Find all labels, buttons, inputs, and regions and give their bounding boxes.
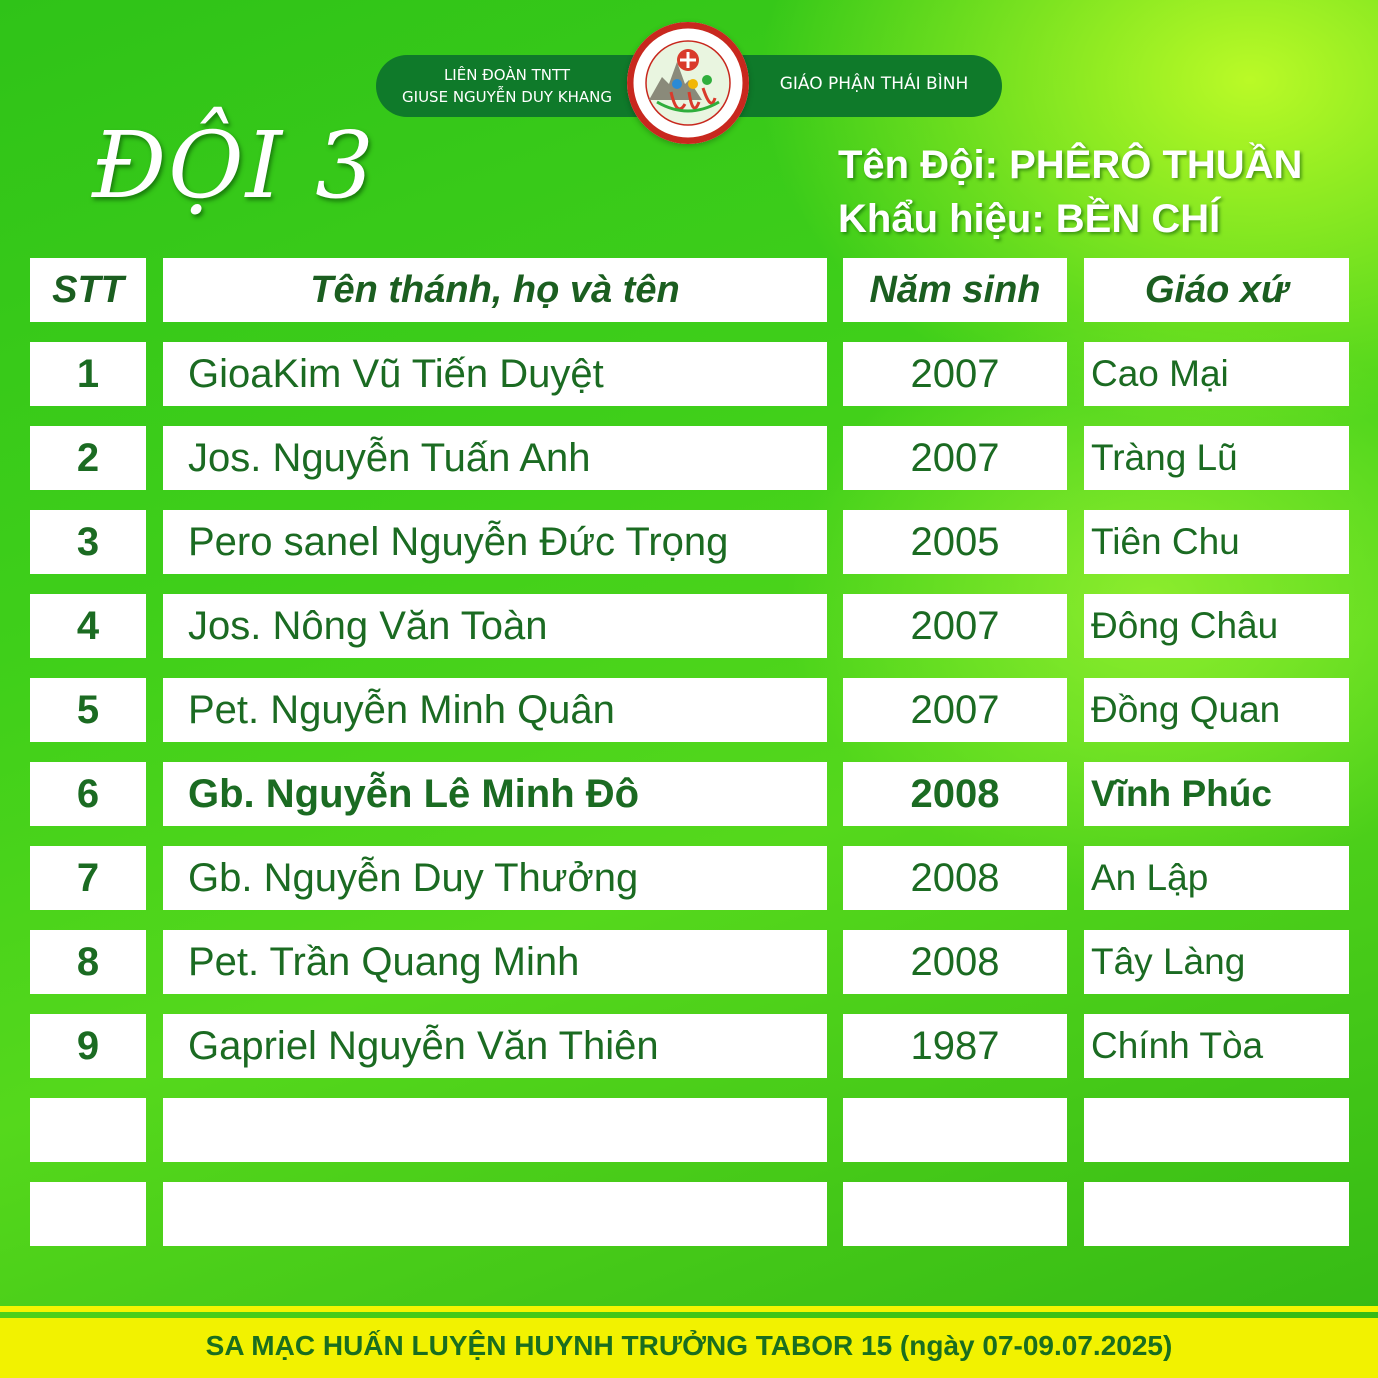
table-cell-row-number [30,1098,146,1162]
table-cell-member-name: Jos. Nguyễn Tuấn Anh [163,426,827,490]
federation-line-2: GIUSE NGUYỄN DUY KHANG [402,88,612,106]
table-cell-row-number: 2 [30,426,146,490]
table-cell-birth-year: 2007 [843,678,1067,742]
table-cell-parish: An Lập [1084,846,1349,910]
table-cell-parish: Đồng Quan [1084,678,1349,742]
table-cell-birth-year [843,1182,1067,1246]
team-name: Tên Đội: PHÊRÔ THUẦN [838,143,1303,187]
table-cell-parish: Đông Châu [1084,594,1349,658]
table-cell-birth-year: 2005 [843,510,1067,574]
table-cell-row-number: 5 [30,678,146,742]
table-cell-birth-year: 2007 [843,342,1067,406]
footer-divider [0,1306,1378,1312]
table-cell-member-name: Gb. Nguyễn Lê Minh Đô [163,762,827,826]
event-footer: SA MẠC HUẤN LUYỆN HUYNH TRƯỞNG TABOR 15 (ngày 07-09.07.2025) [0,1318,1378,1378]
table-cell-member-name: Jos. Nông Văn Toàn [163,594,827,658]
table-cell-member-name: Gapriel Nguyễn Văn Thiên [163,1014,827,1078]
table-cell-member-name: Pero sanel Nguyễn Đức Trọng [163,510,827,574]
table-cell-birth-year: 2007 [843,426,1067,490]
table-cell-parish [1084,1098,1349,1162]
team-title: ĐỘI 3 [92,112,376,219]
table-cell-member-name [163,1098,827,1162]
table-cell-birth-year: 2008 [843,930,1067,994]
column-header-year: Năm sinh [843,258,1067,322]
table-cell-row-number [30,1182,146,1246]
table-cell-parish: Cao Mại [1084,342,1349,406]
table-cell-row-number: 6 [30,762,146,826]
table-cell-birth-year: 1987 [843,1014,1067,1078]
table-cell-row-number: 9 [30,1014,146,1078]
table-cell-row-number: 1 [30,342,146,406]
table-cell-member-name: Gb. Nguyễn Duy Thưởng [163,846,827,910]
table-cell-birth-year: 2008 [843,846,1067,910]
table-cell-parish: Vĩnh Phúc [1084,762,1349,826]
table-cell-parish: Tây Làng [1084,930,1349,994]
team-info [838,138,1302,246]
table-cell-parish: Chính Tòa [1084,1014,1349,1078]
federation-line-1: LIÊN ĐOÀN TNTT [443,66,571,84]
team-motto: Khẩu hiệu: BỀN CHÍ [838,197,1221,241]
table-cell-birth-year [843,1098,1067,1162]
column-header-stt: STT [30,258,146,322]
table-cell-member-name [163,1182,827,1246]
table-cell-row-number: 8 [30,930,146,994]
federation-name [376,64,638,108]
column-header-parish: Giáo xứ [1084,258,1349,322]
table-cell-row-number: 7 [30,846,146,910]
table-cell-parish: Tiên Chu [1084,510,1349,574]
dioceses-emblem-icon [627,22,749,144]
table-cell-parish: Tràng Lũ [1084,426,1349,490]
diocese-name: GIÁO PHẬN THÁI BÌNH [779,74,969,94]
table-cell-member-name: Pet. Trần Quang Minh [163,930,827,994]
table-cell-row-number: 3 [30,510,146,574]
column-header-name: Tên thánh, họ và tên [163,258,827,322]
table-cell-birth-year: 2008 [843,762,1067,826]
table-cell-parish [1084,1182,1349,1246]
table-cell-member-name: Pet. Nguyễn Minh Quân [163,678,827,742]
table-cell-birth-year: 2007 [843,594,1067,658]
table-cell-row-number: 4 [30,594,146,658]
table-cell-member-name: GioaKim Vũ Tiến Duyệt [163,342,827,406]
